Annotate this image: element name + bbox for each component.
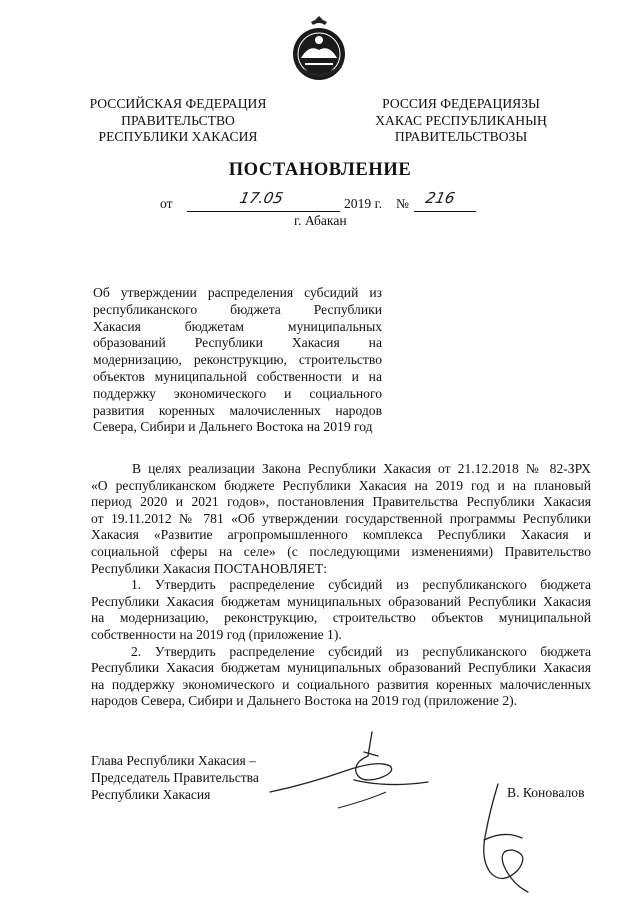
clause-2-line: народов Севера, Сибири и Дальнего Востока на 2019 год (приложение 2). (91, 693, 518, 709)
number-underline (414, 211, 476, 212)
clause-1-line: 1. Утвердить распределение субсидий из республиканского бюджета (131, 577, 591, 593)
subject-line: образований Республики Хакасия на (93, 335, 382, 351)
clause-2-line: на поддержку экономического и социального развития коренных малочисленных (91, 676, 591, 692)
header-kjh-line: РОССИЯ ФЕДЕРАЦИЯЗЫ (382, 96, 540, 111)
city-label: г. Абакан (294, 213, 347, 228)
subject-line: модернизацию, реконструкцию, строительство (93, 352, 382, 368)
handwritten-signature (268, 722, 438, 814)
position-line: Председатель Правительства (91, 770, 259, 785)
subject-line: объектов муниципальной собственности и на (93, 368, 382, 384)
subject-line: Севера, Сибири и Дальнего Востока на 2019 год (93, 419, 373, 435)
header-kjh (368, 96, 554, 146)
body-line: Хакасия «Развитие агропромышленного комплекса Республики Хакасия и (91, 527, 591, 543)
handwritten-number: 216 (424, 189, 457, 207)
handwritten-date: 17.05 (238, 189, 285, 207)
subject-line: Хакасия бюджетам муниципальных (93, 318, 382, 334)
subject-block (93, 285, 382, 436)
body-line: Республики Хакасия ПОСТАНОВЛЯЕТ: (91, 560, 327, 576)
coat-of-arms-emblem (289, 14, 349, 84)
header-ru-line: ПРАВИТЕЛЬСТВО (121, 112, 235, 128)
header-kjh-line: ХАКАС РЕСПУБЛИКАНЫҢ (375, 112, 547, 128)
header-kjh-line: ПРАВИТЕЛЬСТВОЗЫ (394, 129, 528, 144)
position-line: Глава Республики Хакасия – (91, 753, 256, 768)
body-line: В целях реализации Закона Республики Хакасия от 21.12.2018 № 82-ЗРХ (132, 461, 591, 476)
clause-2-line: Республики Хакасия бюджетам муниципальных образований Республики Хакасия (91, 660, 591, 676)
subject-line: поддержку экономического и социального (93, 385, 382, 401)
position-line: Республики Хакасия (91, 787, 211, 802)
body-text (91, 461, 591, 710)
signatory-position (91, 752, 259, 803)
subject-line: Об утверждении распределения субсидий из (93, 285, 382, 300)
subject-line: республиканского бюджета Республики (93, 301, 382, 317)
subject-line: развития коренных малочисленных народов (93, 402, 382, 418)
clause-1-line: Республики Хакасия бюджетам муниципальных образований Республики Хакасия (91, 593, 591, 609)
year-label: 2019 г. (344, 196, 383, 211)
body-line: социальной сферы на селе» (с последующими изменениями) Правительство (91, 543, 591, 559)
body-line: от 19.11.2012 № 781 «Об утверждении государственной программы Республики (91, 510, 591, 526)
number-label: № (396, 196, 409, 211)
handwritten-signature-flourish (468, 780, 548, 898)
header-ru (74, 96, 282, 146)
header-ru-line: РОССИЙСКАЯ ФЕДЕРАЦИЯ (89, 96, 267, 111)
signatory-name: В. Коновалов (507, 785, 585, 800)
clause-1-line: на модернизацию, реконструкцию, строительство объектов муниципальной (91, 610, 591, 626)
clause-2-line: 2. Утвердить распределение субсидий из республиканского бюджета (131, 643, 591, 659)
clause-1-line: собственности на 2019 год (приложение 1). (91, 626, 342, 642)
body-line: «О республиканском бюджете Республики Хакасия на 2019 год и на плановый (91, 477, 591, 493)
document-title: ПОСТАНОВЛЕНИЕ (228, 160, 412, 180)
header-ru-line: РЕСПУБЛИКИ ХАКАСИЯ (98, 129, 258, 144)
from-label: от (160, 196, 173, 211)
body-line: период 2020 и 2021 годов», постановления Правительства Республики Хакасия (91, 494, 591, 510)
date-underline (187, 211, 340, 212)
